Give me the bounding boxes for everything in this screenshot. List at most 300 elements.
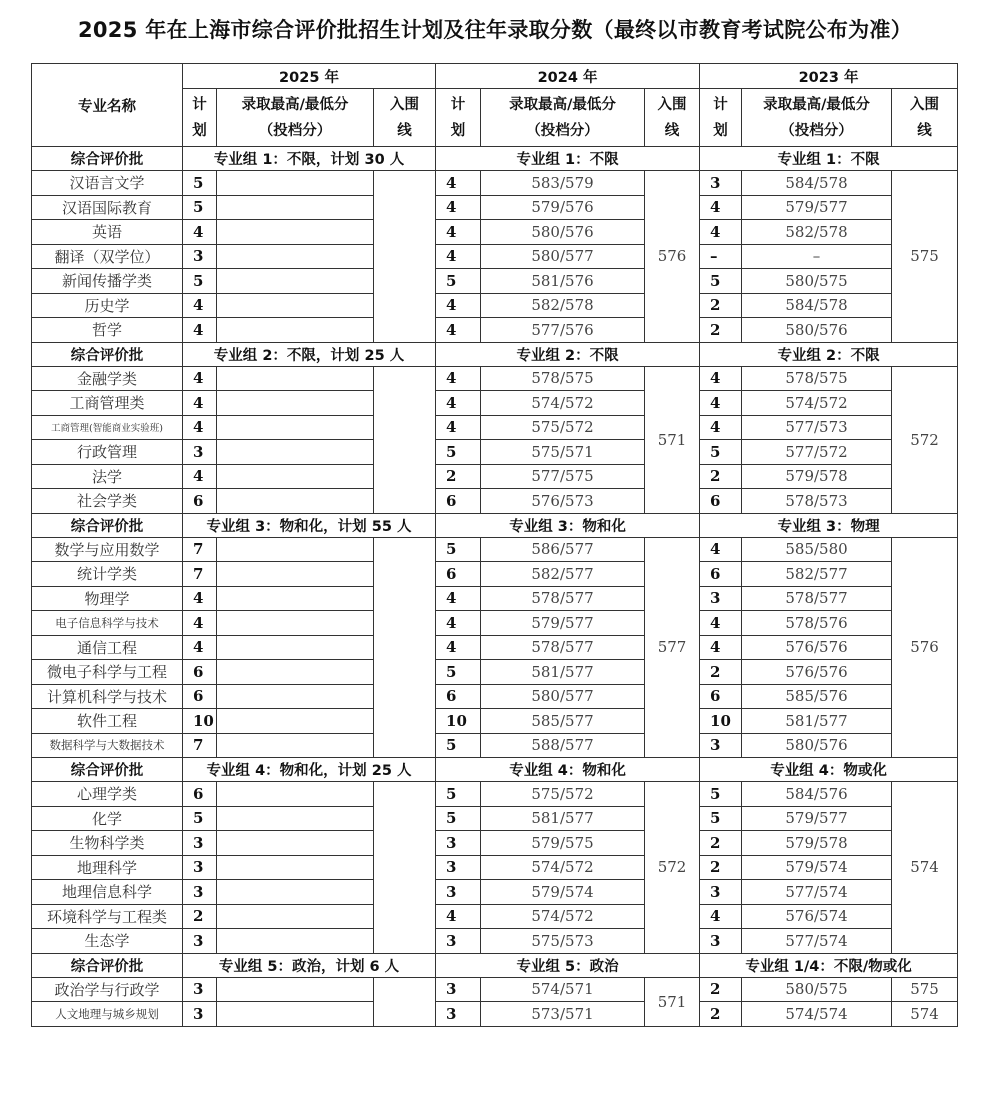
score-2024: 575/572 [481,782,645,807]
table-row [32,269,958,294]
major-name: 历史学 [32,293,183,318]
score-2025 [217,366,374,391]
score-2023: 580/576 [742,318,892,343]
batch-label: 综合评价批 [32,758,183,782]
score-2024: 575/573 [481,929,645,954]
plan-2025: 4 [183,220,217,245]
score-2025 [217,293,374,318]
score-2025 [217,782,374,807]
major-name: 软件工程 [32,709,183,734]
plan-2024: 4 [436,586,481,611]
score-2023: 585/576 [742,684,892,709]
major-name: 地理科学 [32,855,183,880]
plan-2025: 4 [183,391,217,416]
score-2023: 579/577 [742,195,892,220]
score-2025 [217,855,374,880]
group-2023-label: 专业组 3：物理 [700,513,958,537]
header-plan: 计 划 [183,89,217,147]
plan-2023: 2 [700,977,742,1002]
score-2023: 582/578 [742,220,892,245]
score-2025 [217,244,374,269]
table-row [32,318,958,343]
plan-2023: 3 [700,171,742,196]
table-row [32,293,958,318]
score-2023: 578/575 [742,366,892,391]
score-2023: 579/577 [742,806,892,831]
plan-2025: 6 [183,782,217,807]
score-2024: 579/577 [481,611,645,636]
cutoff-line-2025 [374,977,436,1026]
score-2025 [217,880,374,905]
score-2024: 581/577 [481,660,645,685]
plan-2023: 5 [700,782,742,807]
header-line: 入围 线 [645,89,700,147]
table-row [32,195,958,220]
score-2025 [217,904,374,929]
score-2025 [217,489,374,514]
table-row [32,855,958,880]
cutoff-line-2023: 572 [892,366,958,513]
plan-2023: 2 [700,464,742,489]
score-2024: 574/572 [481,904,645,929]
header-plan: 计 划 [700,89,742,147]
plan-2024: 4 [436,220,481,245]
plan-2023: 2 [700,855,742,880]
score-2023: 580/575 [742,269,892,294]
plan-2025: 4 [183,635,217,660]
table-row [32,782,958,807]
table-row [32,977,958,1002]
plan-2025: 7 [183,562,217,587]
table-row [32,1002,958,1027]
score-2025 [217,733,374,758]
plan-2023: 4 [700,635,742,660]
score-2023: 580/575 [742,977,892,1002]
score-2023: 574/572 [742,391,892,416]
header-score: 录取最高/最低分 （投档分） [481,89,645,147]
plan-2024: 4 [436,611,481,636]
group-2023-label: 专业组 1/4：不限/物或化 [700,953,958,977]
plan-2023: 3 [700,929,742,954]
score-2025 [217,220,374,245]
score-2024: 581/576 [481,269,645,294]
plan-2025: 6 [183,660,217,685]
table-row [32,220,958,245]
plan-2025: 4 [183,415,217,440]
score-2025 [217,586,374,611]
plan-2024: 4 [436,293,481,318]
score-2023: 577/573 [742,415,892,440]
score-2023: 576/574 [742,904,892,929]
major-name: 化学 [32,806,183,831]
group-2025-label: 专业组 1：不限，计划 30 人 [183,147,436,171]
header-major-name: 专业名称 [32,64,183,147]
batch-label: 综合评价批 [32,147,183,171]
header-line: 入围 线 [374,89,436,147]
plan-2024: 10 [436,709,481,734]
major-name: 生物科学类 [32,831,183,856]
score-2023: 578/573 [742,489,892,514]
plan-2023: 4 [700,391,742,416]
score-2025 [217,831,374,856]
score-2023: 579/578 [742,464,892,489]
score-2024: 578/577 [481,586,645,611]
plan-2024: 3 [436,929,481,954]
score-2024: 578/577 [481,635,645,660]
major-name: 通信工程 [32,635,183,660]
cutoff-line-2023: 576 [892,537,958,758]
table-row [32,537,958,562]
cutoff-line-2023: 575 [892,977,958,1002]
score-2023: 577/574 [742,880,892,905]
group-2023-label: 专业组 4：物或化 [700,758,958,782]
score-2025 [217,977,374,1002]
plan-2024: 3 [436,831,481,856]
plan-2025: 4 [183,366,217,391]
plan-2024: 4 [436,391,481,416]
group-2024-label: 专业组 5：政治 [436,953,700,977]
score-2023: 581/577 [742,709,892,734]
cutoff-line-2024: 572 [645,782,700,954]
cutoff-line-2025 [374,782,436,954]
major-name: 工商管理类 [32,391,183,416]
score-2023: 585/580 [742,537,892,562]
score-2025 [217,318,374,343]
table-row [32,415,958,440]
plan-2025: 3 [183,855,217,880]
header-year-2024: 2024 年 [436,64,700,89]
plan-2023: 4 [700,415,742,440]
plan-2023: 5 [700,269,742,294]
plan-2023: 3 [700,880,742,905]
plan-2025: 7 [183,537,217,562]
plan-2024: 4 [436,244,481,269]
group-2024-label: 专业组 3：物和化 [436,513,700,537]
score-2024: 574/571 [481,977,645,1002]
table-row [32,635,958,660]
score-2023: 579/578 [742,831,892,856]
score-2025 [217,537,374,562]
score-2024: 577/575 [481,464,645,489]
score-2025 [217,611,374,636]
cutoff-line-2024: 571 [645,977,700,1026]
plan-2025: 6 [183,489,217,514]
plan-2023: 4 [700,904,742,929]
table-row [32,464,958,489]
plan-2024: 5 [436,782,481,807]
group-header-row [32,147,958,171]
plan-2024: 5 [436,733,481,758]
score-2025 [217,195,374,220]
major-name: 翻译（双学位） [32,244,183,269]
major-name: 生态学 [32,929,183,954]
table-row [32,171,958,196]
plan-2024: 6 [436,562,481,587]
major-name: 数学与应用数学 [32,537,183,562]
batch-label: 综合评价批 [32,953,183,977]
group-2025-label: 专业组 4：物和化，计划 25 人 [183,758,436,782]
group-header-row [32,342,958,366]
score-2023: 584/578 [742,293,892,318]
plan-2025: 3 [183,929,217,954]
plan-2023: 2 [700,1002,742,1027]
header-plan: 计 划 [436,89,481,147]
plan-2025: 3 [183,244,217,269]
group-2023-label: 专业组 2：不限 [700,342,958,366]
score-2025 [217,684,374,709]
plan-2024: 4 [436,318,481,343]
header-score: 录取最高/最低分 （投档分） [217,89,374,147]
plan-2025: 4 [183,611,217,636]
score-2024: 583/579 [481,171,645,196]
score-2024: 574/572 [481,855,645,880]
plan-2023: – [700,244,742,269]
plan-2024: 5 [436,440,481,465]
score-2023: 580/576 [742,733,892,758]
group-2025-label: 专业组 2：不限，计划 25 人 [183,342,436,366]
major-name: 行政管理 [32,440,183,465]
plan-2025: 4 [183,293,217,318]
plan-2024: 6 [436,489,481,514]
score-2025 [217,1002,374,1027]
plan-2024: 5 [436,806,481,831]
major-name: 人文地理与城乡规划 [32,1002,183,1027]
plan-2023: 10 [700,709,742,734]
plan-2024: 5 [436,660,481,685]
plan-2025: 4 [183,464,217,489]
major-name: 社会学类 [32,489,183,514]
header-line: 入围 线 [892,89,958,147]
score-2025 [217,391,374,416]
plan-2025: 5 [183,806,217,831]
plan-2023: 2 [700,660,742,685]
score-2023: 577/574 [742,929,892,954]
score-2024: 585/577 [481,709,645,734]
table-row [32,391,958,416]
cutoff-line-2024: 576 [645,171,700,343]
plan-2024: 5 [436,537,481,562]
cutoff-line-2025 [374,366,436,513]
plan-2023: 3 [700,586,742,611]
group-2024-label: 专业组 1：不限 [436,147,700,171]
plan-2025: 4 [183,586,217,611]
score-2025 [217,415,374,440]
group-header-row [32,758,958,782]
score-2024: 586/577 [481,537,645,562]
plan-2023: 3 [700,733,742,758]
major-name: 电子信息科学与技术 [32,611,183,636]
cutoff-line-2025 [374,537,436,758]
score-2023: 576/576 [742,635,892,660]
score-2024: 573/571 [481,1002,645,1027]
score-2024: 574/572 [481,391,645,416]
plan-2024: 3 [436,1002,481,1027]
plan-2024: 2 [436,464,481,489]
score-2024: 579/575 [481,831,645,856]
plan-2024: 4 [436,904,481,929]
table-row [32,244,958,269]
score-2025 [217,171,374,196]
major-name: 计算机科学与技术 [32,684,183,709]
group-header-row [32,953,958,977]
plan-2025: 2 [183,904,217,929]
score-2023: 574/574 [742,1002,892,1027]
cutoff-line-2024: 571 [645,366,700,513]
table-row [32,929,958,954]
major-name: 汉语国际教育 [32,195,183,220]
major-name: 地理信息科学 [32,880,183,905]
plan-2023: 4 [700,366,742,391]
score-2023: 582/577 [742,562,892,587]
major-name: 英语 [32,220,183,245]
score-2025 [217,269,374,294]
cutoff-line-2025 [374,171,436,343]
table-row [32,611,958,636]
header-score: 录取最高/最低分 （投档分） [742,89,892,147]
group-2025-label: 专业组 3：物和化，计划 55 人 [183,513,436,537]
score-2025 [217,709,374,734]
header-year-2023: 2023 年 [700,64,958,89]
score-2024: 575/571 [481,440,645,465]
plan-2024: 3 [436,880,481,905]
score-2025 [217,562,374,587]
score-2024: 582/578 [481,293,645,318]
batch-label: 综合评价批 [32,342,183,366]
plan-2024: 4 [436,171,481,196]
score-2025 [217,806,374,831]
table-row [32,709,958,734]
plan-2025: 5 [183,269,217,294]
plan-2023: 2 [700,831,742,856]
major-name: 金融学类 [32,366,183,391]
plan-2023: 4 [700,537,742,562]
plan-2023: 4 [700,195,742,220]
score-2024: 579/574 [481,880,645,905]
score-2025 [217,660,374,685]
score-2023: 577/572 [742,440,892,465]
table-row [32,733,958,758]
plan-2023: 5 [700,806,742,831]
plan-2023: 2 [700,293,742,318]
group-2025-label: 专业组 5：政治，计划 6 人 [183,953,436,977]
cutoff-line-2023: 575 [892,171,958,343]
plan-2025: 3 [183,831,217,856]
score-2024: 588/577 [481,733,645,758]
table-row [32,440,958,465]
table-row [32,880,958,905]
group-header-row [32,513,958,537]
table-row [32,586,958,611]
score-2023: 579/574 [742,855,892,880]
major-name: 法学 [32,464,183,489]
score-2025 [217,635,374,660]
plan-2024: 5 [436,269,481,294]
plan-2025: 7 [183,733,217,758]
plan-2025: 3 [183,1002,217,1027]
score-2023: – [742,244,892,269]
plan-2025: 3 [183,880,217,905]
plan-2025: 3 [183,440,217,465]
score-2025 [217,464,374,489]
cutoff-line-2023: 574 [892,1002,958,1027]
major-name: 环境科学与工程类 [32,904,183,929]
plan-2025: 5 [183,171,217,196]
major-name: 政治学与行政学 [32,977,183,1002]
score-2025 [217,929,374,954]
plan-2025: 10 [183,709,217,734]
major-name: 工商管理(智能商业实验班) [32,415,183,440]
major-name: 汉语言文学 [32,171,183,196]
score-2024: 578/575 [481,366,645,391]
score-2024: 575/572 [481,415,645,440]
group-2023-label: 专业组 1：不限 [700,147,958,171]
table-row [32,562,958,587]
plan-2025: 4 [183,318,217,343]
table-row [32,366,958,391]
score-2024: 577/576 [481,318,645,343]
group-2024-label: 专业组 2：不限 [436,342,700,366]
plan-2023: 6 [700,684,742,709]
major-name: 统计学类 [32,562,183,587]
plan-2024: 6 [436,684,481,709]
plan-2023: 6 [700,489,742,514]
plan-2024: 4 [436,366,481,391]
group-2024-label: 专业组 4：物和化 [436,758,700,782]
plan-2024: 4 [436,635,481,660]
table-row [32,904,958,929]
major-name: 心理学类 [32,782,183,807]
admission-table [31,63,958,1027]
table-row [32,806,958,831]
plan-2025: 6 [183,684,217,709]
page-title: 2025 年在上海市综合评价批招生计划及往年录取分数（最终以市教育考试院公布为准） [77,18,913,42]
plan-2025: 5 [183,195,217,220]
plan-2025: 3 [183,977,217,1002]
table-row [32,489,958,514]
cutoff-line-2024: 577 [645,537,700,758]
plan-2024: 4 [436,195,481,220]
cutoff-line-2023: 574 [892,782,958,954]
score-2023: 576/576 [742,660,892,685]
plan-2023: 2 [700,318,742,343]
score-2024: 582/577 [481,562,645,587]
score-2024: 581/577 [481,806,645,831]
header-year-2025: 2025 年 [183,64,436,89]
plan-2024: 4 [436,415,481,440]
plan-2024: 3 [436,855,481,880]
score-2023: 578/576 [742,611,892,636]
major-name: 数据科学与大数据技术 [32,733,183,758]
score-2024: 580/576 [481,220,645,245]
score-2023: 584/578 [742,171,892,196]
plan-2024: 3 [436,977,481,1002]
plan-2023: 4 [700,220,742,245]
major-name: 新闻传播学类 [32,269,183,294]
score-2023: 578/577 [742,586,892,611]
major-name: 物理学 [32,586,183,611]
score-2024: 576/573 [481,489,645,514]
score-2024: 580/577 [481,684,645,709]
major-name: 哲学 [32,318,183,343]
score-2024: 579/576 [481,195,645,220]
table-row [32,831,958,856]
table-row [32,660,958,685]
score-2023: 584/576 [742,782,892,807]
table-row [32,684,958,709]
plan-2023: 6 [700,562,742,587]
plan-2023: 5 [700,440,742,465]
major-name: 微电子科学与工程 [32,660,183,685]
